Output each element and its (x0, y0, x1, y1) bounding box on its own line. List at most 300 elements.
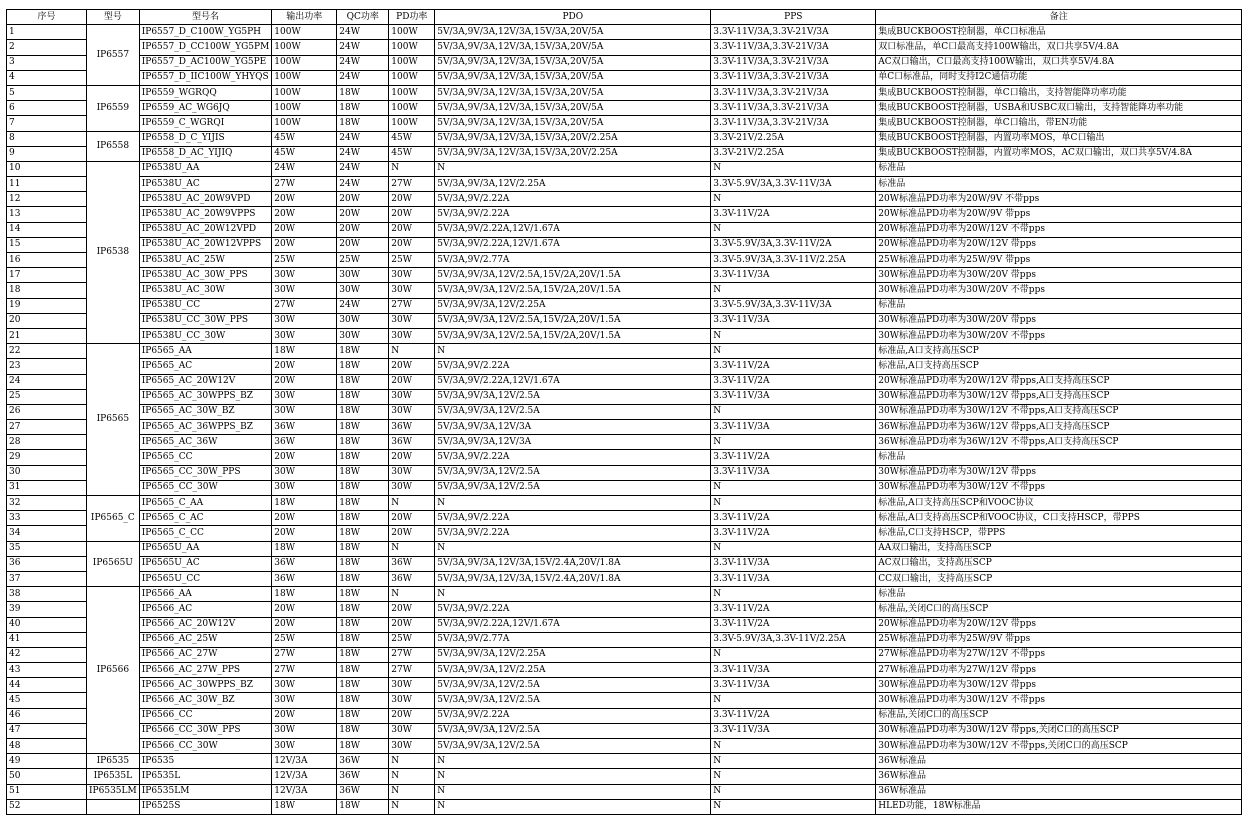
cell-pps: 3.3V-11V/2A (711, 617, 876, 632)
cell-pdo: 5V/3A,9V/3A,12V/2.25A (435, 647, 711, 662)
cell-remarks: 25W标准品PD功率为25W/9V 带pps (876, 253, 1242, 268)
cell-pdo: 5V/3A,9V/3A,12V/2.5A,15V/2A,20V/1.5A (435, 283, 711, 298)
cell-pps: 3.3V-11V/3A,3.3V-21V/3A (711, 25, 876, 40)
cell-pps: 3.3V-5.9V/3A,3.3V-11V/2A (711, 237, 876, 252)
cell-pdo: 5V/3A,9V/2.22A (435, 511, 711, 526)
cell-pd-power: 45W (389, 146, 435, 161)
cell-model-name: IP6566_AC_27W_PPS (139, 663, 272, 678)
cell-output-power: 27W (272, 663, 337, 678)
cell-pdo: 5V/3A,9V/2.22A (435, 192, 711, 207)
table-row (7, 25, 1242, 40)
cell-index: 10 (7, 161, 87, 176)
cell-qc-power: 24W (337, 55, 389, 70)
cell-qc-power: 24W (337, 70, 389, 85)
cell-qc-power: 18W (337, 587, 389, 602)
cell-pdo: 5V/3A,9V/3A,12V/2.25A (435, 298, 711, 313)
cell-index: 26 (7, 404, 87, 419)
cell-pd-power: 100W (389, 25, 435, 40)
cell-index: 40 (7, 617, 87, 632)
cell-model: IP6565U (87, 541, 140, 587)
cell-output-power: 30W (272, 404, 337, 419)
cell-model-name: IP6535LM (139, 784, 272, 799)
table-row (7, 480, 1242, 495)
cell-pd-power: 20W (389, 511, 435, 526)
cell-pd-power: 20W (389, 359, 435, 374)
table-row (7, 268, 1242, 283)
cell-pd-power: 30W (389, 268, 435, 283)
cell-remarks: AC双口输出，C口最高支持100W输出，双口共享5V/4.8A (876, 55, 1242, 70)
cell-pdo: 5V/3A,9V/2.22A (435, 359, 711, 374)
table-row (7, 693, 1242, 708)
cell-remarks: 30W标准品PD功率为30W/12V 带pps (876, 678, 1242, 693)
cell-index: 38 (7, 587, 87, 602)
cell-output-power: 20W (272, 192, 337, 207)
table-row (7, 587, 1242, 602)
cell-pd-power: 25W (389, 632, 435, 647)
cell-output-power: 20W (272, 359, 337, 374)
cell-pps: 3.3V-11V/3A (711, 268, 876, 283)
cell-output-power: 20W (272, 602, 337, 617)
cell-index: 41 (7, 632, 87, 647)
cell-pd-power: 20W (389, 207, 435, 222)
cell-qc-power: 18W (337, 374, 389, 389)
cell-output-power: 20W (272, 617, 337, 632)
cell-output-power: 27W (272, 647, 337, 662)
cell-output-power: 24W (272, 161, 337, 176)
cell-model-name: IP6558_D_AC_YIJIQ (139, 146, 272, 161)
cell-remarks: 20W标准品PD功率为20W/9V 不带pps (876, 192, 1242, 207)
cell-output-power: 30W (272, 465, 337, 480)
cell-output-power: 18W (272, 799, 337, 814)
header-qc-power: QC功率 (337, 10, 389, 25)
table-row (7, 313, 1242, 328)
cell-index: 42 (7, 647, 87, 662)
header-output-power: 输出功率 (272, 10, 337, 25)
cell-output-power: 30W (272, 283, 337, 298)
cell-index: 1 (7, 25, 87, 40)
cell-index: 51 (7, 784, 87, 799)
cell-pd-power: 27W (389, 298, 435, 313)
cell-model-name: IP6535 (139, 754, 272, 769)
cell-model-name: IP6535L (139, 769, 272, 784)
cell-index: 49 (7, 754, 87, 769)
table-row (7, 374, 1242, 389)
table-row (7, 496, 1242, 511)
cell-pps: 3.3V-11V/3A (711, 465, 876, 480)
cell-remarks: 集成BUCKBOOST控制器，内置功率MOS，AC双口输出，双口共享5V/4.8A (876, 146, 1242, 161)
cell-qc-power: 24W (337, 146, 389, 161)
table-row (7, 177, 1242, 192)
cell-pps: 3.3V-11V/3A (711, 678, 876, 693)
cell-index: 34 (7, 526, 87, 541)
table-row (7, 435, 1242, 450)
cell-output-power: 100W (272, 55, 337, 70)
cell-qc-power: 18W (337, 708, 389, 723)
table-row (7, 739, 1242, 754)
cell-remarks: HLED功能，18W标准品 (876, 799, 1242, 814)
cell-output-power: 27W (272, 177, 337, 192)
cell-pd-power: N (389, 344, 435, 359)
cell-remarks: AC双口输出，支持高压SCP (876, 556, 1242, 571)
cell-index: 17 (7, 268, 87, 283)
cell-remarks: 标准品 (876, 177, 1242, 192)
cell-remarks: 双口标准品，单C口最高支持100W输出，双口共享5V/4.8A (876, 40, 1242, 55)
cell-index: 22 (7, 344, 87, 359)
cell-qc-power: 20W (337, 192, 389, 207)
cell-remarks: 30W标准品PD功率为30W/12V 带pps,A口支持高压SCP (876, 389, 1242, 404)
cell-qc-power: 25W (337, 253, 389, 268)
cell-pd-power: 20W (389, 222, 435, 237)
cell-index: 11 (7, 177, 87, 192)
cell-qc-power: 24W (337, 40, 389, 55)
cell-output-power: 100W (272, 40, 337, 55)
table-row (7, 298, 1242, 313)
cell-pd-power: 27W (389, 177, 435, 192)
table-row (7, 116, 1242, 131)
table-row (7, 161, 1242, 176)
cell-pps: N (711, 647, 876, 662)
table-row (7, 85, 1242, 100)
cell-qc-power: 18W (337, 496, 389, 511)
cell-pd-power: 20W (389, 617, 435, 632)
cell-pdo: 5V/3A,9V/3A,12V/2.5A (435, 465, 711, 480)
cell-pd-power: 36W (389, 420, 435, 435)
cell-model: IP6538 (87, 161, 140, 343)
cell-pps: N (711, 693, 876, 708)
cell-pps: N (711, 328, 876, 343)
cell-index: 7 (7, 116, 87, 131)
cell-pdo: N (435, 344, 711, 359)
cell-pps: 3.3V-5.9V/3A,3.3V-11V/3A (711, 298, 876, 313)
cell-remarks: 20W标准品PD功率为20W/9V 带pps (876, 207, 1242, 222)
cell-model-name: IP6538U_AC_20W9VPD (139, 192, 272, 207)
cell-pd-power: N (389, 784, 435, 799)
cell-remarks: 30W标准品PD功率为30W/12V 不带pps,关闭C口的高压SCP (876, 739, 1242, 754)
cell-model: IP6558 (87, 131, 140, 161)
cell-model-name: IP6566_CC_30W_PPS (139, 723, 272, 738)
cell-index: 20 (7, 313, 87, 328)
cell-output-power: 36W (272, 435, 337, 450)
cell-qc-power: 18W (337, 511, 389, 526)
cell-pdo: 5V/3A,9V/2.77A (435, 253, 711, 268)
cell-output-power: 100W (272, 70, 337, 85)
cell-model-name: IP6565U_CC (139, 571, 272, 586)
cell-model-name: IP6538U_AA (139, 161, 272, 176)
table-row (7, 131, 1242, 146)
cell-index: 5 (7, 85, 87, 100)
cell-pd-power: 30W (389, 328, 435, 343)
cell-qc-power: 20W (337, 237, 389, 252)
cell-index: 37 (7, 571, 87, 586)
cell-pdo: N (435, 784, 711, 799)
cell-pps: N (711, 769, 876, 784)
cell-qc-power: 24W (337, 161, 389, 176)
product-spec-table (6, 9, 1242, 815)
cell-output-power: 12V/3A (272, 754, 337, 769)
cell-model-name: IP6538U_CC_30W_PPS (139, 313, 272, 328)
cell-model-name: IP6565_AC_36WPPS_BZ (139, 420, 272, 435)
cell-index: 4 (7, 70, 87, 85)
cell-model-name: IP6559_AC_WG6JQ (139, 101, 272, 116)
cell-model-name: IP6557_D_AC100W_YG5PE (139, 55, 272, 70)
cell-pdo: N (435, 161, 711, 176)
cell-pps: 3.3V-11V/3A (711, 663, 876, 678)
cell-output-power: 30W (272, 480, 337, 495)
table-row (7, 192, 1242, 207)
cell-model-name: IP6566_AC_25W (139, 632, 272, 647)
table-row (7, 723, 1242, 738)
cell-remarks: 集成BUCKBOOST控制器，单C口标准品 (876, 25, 1242, 40)
cell-output-power: 30W (272, 328, 337, 343)
cell-model-name: IP6565_CC_30W_PPS (139, 465, 272, 480)
cell-pps: 3.3V-21V/2.25A (711, 146, 876, 161)
cell-qc-power: 30W (337, 328, 389, 343)
cell-index: 48 (7, 739, 87, 754)
cell-model-name: IP6538U_AC_25W (139, 253, 272, 268)
cell-model-name: IP6565_AC_20W12V (139, 374, 272, 389)
table-row (7, 541, 1242, 556)
header-pdo: PDO (435, 10, 711, 25)
cell-pdo: N (435, 587, 711, 602)
cell-output-power: 20W (272, 511, 337, 526)
cell-index: 31 (7, 480, 87, 495)
cell-pdo: N (435, 754, 711, 769)
cell-qc-power: 18W (337, 647, 389, 662)
cell-remarks: 30W标准品PD功率为30W/12V 不带pps (876, 480, 1242, 495)
cell-index: 19 (7, 298, 87, 313)
cell-pdo: 5V/3A,9V/3A,12V/2.5A (435, 480, 711, 495)
header-row (7, 10, 1242, 25)
cell-pd-power: N (389, 799, 435, 814)
table-row (7, 222, 1242, 237)
cell-pps: N (711, 344, 876, 359)
cell-output-power: 18W (272, 541, 337, 556)
cell-model: IP6557 (87, 25, 140, 86)
cell-qc-power: 36W (337, 784, 389, 799)
cell-pd-power: 100W (389, 40, 435, 55)
cell-qc-power: 18W (337, 101, 389, 116)
cell-pd-power: N (389, 541, 435, 556)
cell-pd-power: 25W (389, 253, 435, 268)
cell-model-name: IP6565_AA (139, 344, 272, 359)
cell-remarks: 单C口标准品，同时支持I2C通信功能 (876, 70, 1242, 85)
cell-pps: 3.3V-11V/3A,3.3V-21V/3A (711, 85, 876, 100)
cell-model-name: IP6566_AC_30WPPS_BZ (139, 678, 272, 693)
cell-model: IP6535 (87, 754, 140, 769)
cell-index: 29 (7, 450, 87, 465)
cell-pd-power: 20W (389, 450, 435, 465)
cell-output-power: 36W (272, 556, 337, 571)
cell-output-power: 25W (272, 632, 337, 647)
cell-pd-power: 100W (389, 116, 435, 131)
cell-pdo: 5V/3A,9V/2.22A,12V/1.67A (435, 237, 711, 252)
cell-remarks: 标准品,C口支持HSCP，带PPS (876, 526, 1242, 541)
cell-pdo: 5V/3A,9V/3A,12V/3A,15V/3A,20V/2.25A (435, 131, 711, 146)
cell-pdo: 5V/3A,9V/3A,12V/2.25A (435, 663, 711, 678)
cell-remarks: 30W标准品PD功率为30W/12V 不带pps,A口支持高压SCP (876, 404, 1242, 419)
table-row (7, 784, 1242, 799)
cell-qc-power: 36W (337, 754, 389, 769)
cell-pdo: 5V/3A,9V/3A,12V/2.5A,15V/2A,20V/1.5A (435, 313, 711, 328)
cell-model-name: IP6565_C_AC (139, 511, 272, 526)
cell-model-name: IP6538U_AC_30W_PPS (139, 268, 272, 283)
cell-model-name: IP6565_AC (139, 359, 272, 374)
table-row (7, 328, 1242, 343)
table-row (7, 708, 1242, 723)
cell-model-name: IP6565_AC_30W_BZ (139, 404, 272, 419)
cell-model-name: IP6557_D_C100W_YG5PH (139, 25, 272, 40)
cell-pdo: 5V/3A,9V/2.22A,12V/1.67A (435, 222, 711, 237)
cell-pdo: 5V/3A,9V/3A,12V/3A (435, 435, 711, 450)
table-row (7, 146, 1242, 161)
cell-model-name: IP6565_CC (139, 450, 272, 465)
cell-remarks: 集成BUCKBOOST控制器，内置功率MOS，单C口输出 (876, 131, 1242, 146)
cell-index: 28 (7, 435, 87, 450)
cell-pd-power: 27W (389, 647, 435, 662)
table-row (7, 450, 1242, 465)
cell-qc-power: 18W (337, 617, 389, 632)
cell-pdo: 5V/3A,9V/3A,12V/2.5A (435, 404, 711, 419)
cell-pps: N (711, 404, 876, 419)
table-row (7, 632, 1242, 647)
cell-pps: 3.3V-11V/2A (711, 359, 876, 374)
cell-output-power: 45W (272, 131, 337, 146)
table-row (7, 647, 1242, 662)
cell-model-name: IP6538U_AC (139, 177, 272, 192)
cell-model-name: IP6525S (139, 799, 272, 814)
cell-remarks: 36W标准品 (876, 754, 1242, 769)
cell-qc-power: 18W (337, 693, 389, 708)
cell-pdo: 5V/3A,9V/3A,12V/2.5A (435, 389, 711, 404)
cell-pps: N (711, 283, 876, 298)
cell-qc-power: 30W (337, 313, 389, 328)
cell-remarks: 标准品,关闭C口的高压SCP (876, 708, 1242, 723)
cell-remarks: 27W标准品PD功率为27W/12V 不带pps (876, 647, 1242, 662)
cell-pdo: 5V/3A,9V/2.22A (435, 708, 711, 723)
cell-qc-power: 18W (337, 389, 389, 404)
cell-remarks: 30W标准品PD功率为30W/20V 不带pps (876, 283, 1242, 298)
cell-index: 24 (7, 374, 87, 389)
cell-pps: 3.3V-5.9V/3A,3.3V-11V/3A (711, 177, 876, 192)
cell-pps: 3.3V-11V/2A (711, 526, 876, 541)
cell-remarks: 标准品,A口支持高压SCP (876, 359, 1242, 374)
cell-pps: 3.3V-11V/3A (711, 571, 876, 586)
cell-model (87, 799, 140, 814)
cell-qc-power: 18W (337, 526, 389, 541)
cell-pd-power: 36W (389, 435, 435, 450)
cell-pdo: N (435, 496, 711, 511)
cell-output-power: 100W (272, 101, 337, 116)
cell-output-power: 12V/3A (272, 769, 337, 784)
cell-index: 16 (7, 253, 87, 268)
cell-remarks: 36W标准品PD功率为36W/12V 不带pps,A口支持高压SCP (876, 435, 1242, 450)
cell-pd-power: 30W (389, 389, 435, 404)
cell-model-name: IP6565_C_AA (139, 496, 272, 511)
cell-output-power: 36W (272, 420, 337, 435)
table-row (7, 389, 1242, 404)
cell-index: 3 (7, 55, 87, 70)
cell-qc-power: 18W (337, 723, 389, 738)
table-row (7, 40, 1242, 55)
cell-model-name: IP6558_D_C_YIJIS (139, 131, 272, 146)
cell-remarks: 36W标准品 (876, 769, 1242, 784)
cell-qc-power: 18W (337, 85, 389, 100)
header-model-name: 型号名 (139, 10, 272, 25)
cell-pd-power: 20W (389, 708, 435, 723)
cell-remarks: 集成BUCKBOOST控制器，单C口输出，带EN功能 (876, 116, 1242, 131)
cell-model-name: IP6565_AC_36W (139, 435, 272, 450)
cell-qc-power: 18W (337, 359, 389, 374)
header-model: 型号 (87, 10, 140, 25)
cell-qc-power: 18W (337, 556, 389, 571)
cell-pdo: 5V/3A,9V/3A,12V/2.25A (435, 177, 711, 192)
cell-pps: 3.3V-11V/2A (711, 374, 876, 389)
cell-model-name: IP6565_C_CC (139, 526, 272, 541)
cell-pd-power: 30W (389, 693, 435, 708)
cell-pps: 3.3V-5.9V/3A,3.3V-11V/2.25A (711, 253, 876, 268)
table-row (7, 70, 1242, 85)
table-row (7, 101, 1242, 116)
cell-remarks: 27W标准品PD功率为27W/12V 带pps (876, 663, 1242, 678)
cell-index: 13 (7, 207, 87, 222)
cell-qc-power: 18W (337, 404, 389, 419)
cell-pd-power: 30W (389, 480, 435, 495)
cell-model: IP6565 (87, 344, 140, 496)
cell-pd-power: 30W (389, 465, 435, 480)
cell-pd-power: N (389, 754, 435, 769)
cell-pd-power: 30W (389, 283, 435, 298)
cell-pps: 3.3V-21V/2.25A (711, 131, 876, 146)
cell-pdo: 5V/3A,9V/3A,12V/3A,15V/3A,20V/5A (435, 101, 711, 116)
cell-qc-power: 24W (337, 25, 389, 40)
cell-pd-power: N (389, 587, 435, 602)
cell-pps: 3.3V-11V/3A,3.3V-21V/3A (711, 101, 876, 116)
cell-model-name: IP6538U_CC_30W (139, 328, 272, 343)
cell-pps: 3.3V-11V/2A (711, 708, 876, 723)
table-row (7, 465, 1242, 480)
cell-model: IP6565_C (87, 496, 140, 542)
table-header (7, 10, 1242, 25)
cell-pdo: 5V/3A,9V/3A,12V/3A,15V/3A,20V/5A (435, 116, 711, 131)
cell-output-power: 100W (272, 25, 337, 40)
cell-model: IP6566 (87, 587, 140, 754)
header-pd-power: PD功率 (389, 10, 435, 25)
cell-index: 2 (7, 40, 87, 55)
cell-output-power: 100W (272, 116, 337, 131)
cell-index: 44 (7, 678, 87, 693)
cell-pdo: 5V/3A,9V/3A,12V/3A,15V/2.4A,20V/1.8A (435, 571, 711, 586)
cell-pps: N (711, 739, 876, 754)
cell-remarks: 标准品,A口支持高压SCP和VOOC协议，C口支持HSCP，带PPS (876, 511, 1242, 526)
cell-pps: 3.3V-11V/3A (711, 389, 876, 404)
cell-qc-power: 18W (337, 344, 389, 359)
table-row (7, 617, 1242, 632)
cell-index: 14 (7, 222, 87, 237)
cell-remarks: 标准品,关闭C口的高压SCP (876, 602, 1242, 617)
cell-pps: N (711, 496, 876, 511)
cell-index: 35 (7, 541, 87, 556)
cell-model: IP6559 (87, 85, 140, 131)
cell-pdo: 5V/3A,9V/3A,12V/2.5A (435, 739, 711, 754)
cell-pd-power: 20W (389, 602, 435, 617)
cell-pdo: 5V/3A,9V/2.22A (435, 602, 711, 617)
cell-pdo: 5V/3A,9V/3A,12V/2.5A (435, 723, 711, 738)
cell-index: 8 (7, 131, 87, 146)
cell-pd-power: N (389, 161, 435, 176)
cell-model-name: IP6559_WGRQQ (139, 85, 272, 100)
cell-output-power: 30W (272, 678, 337, 693)
cell-index: 43 (7, 663, 87, 678)
